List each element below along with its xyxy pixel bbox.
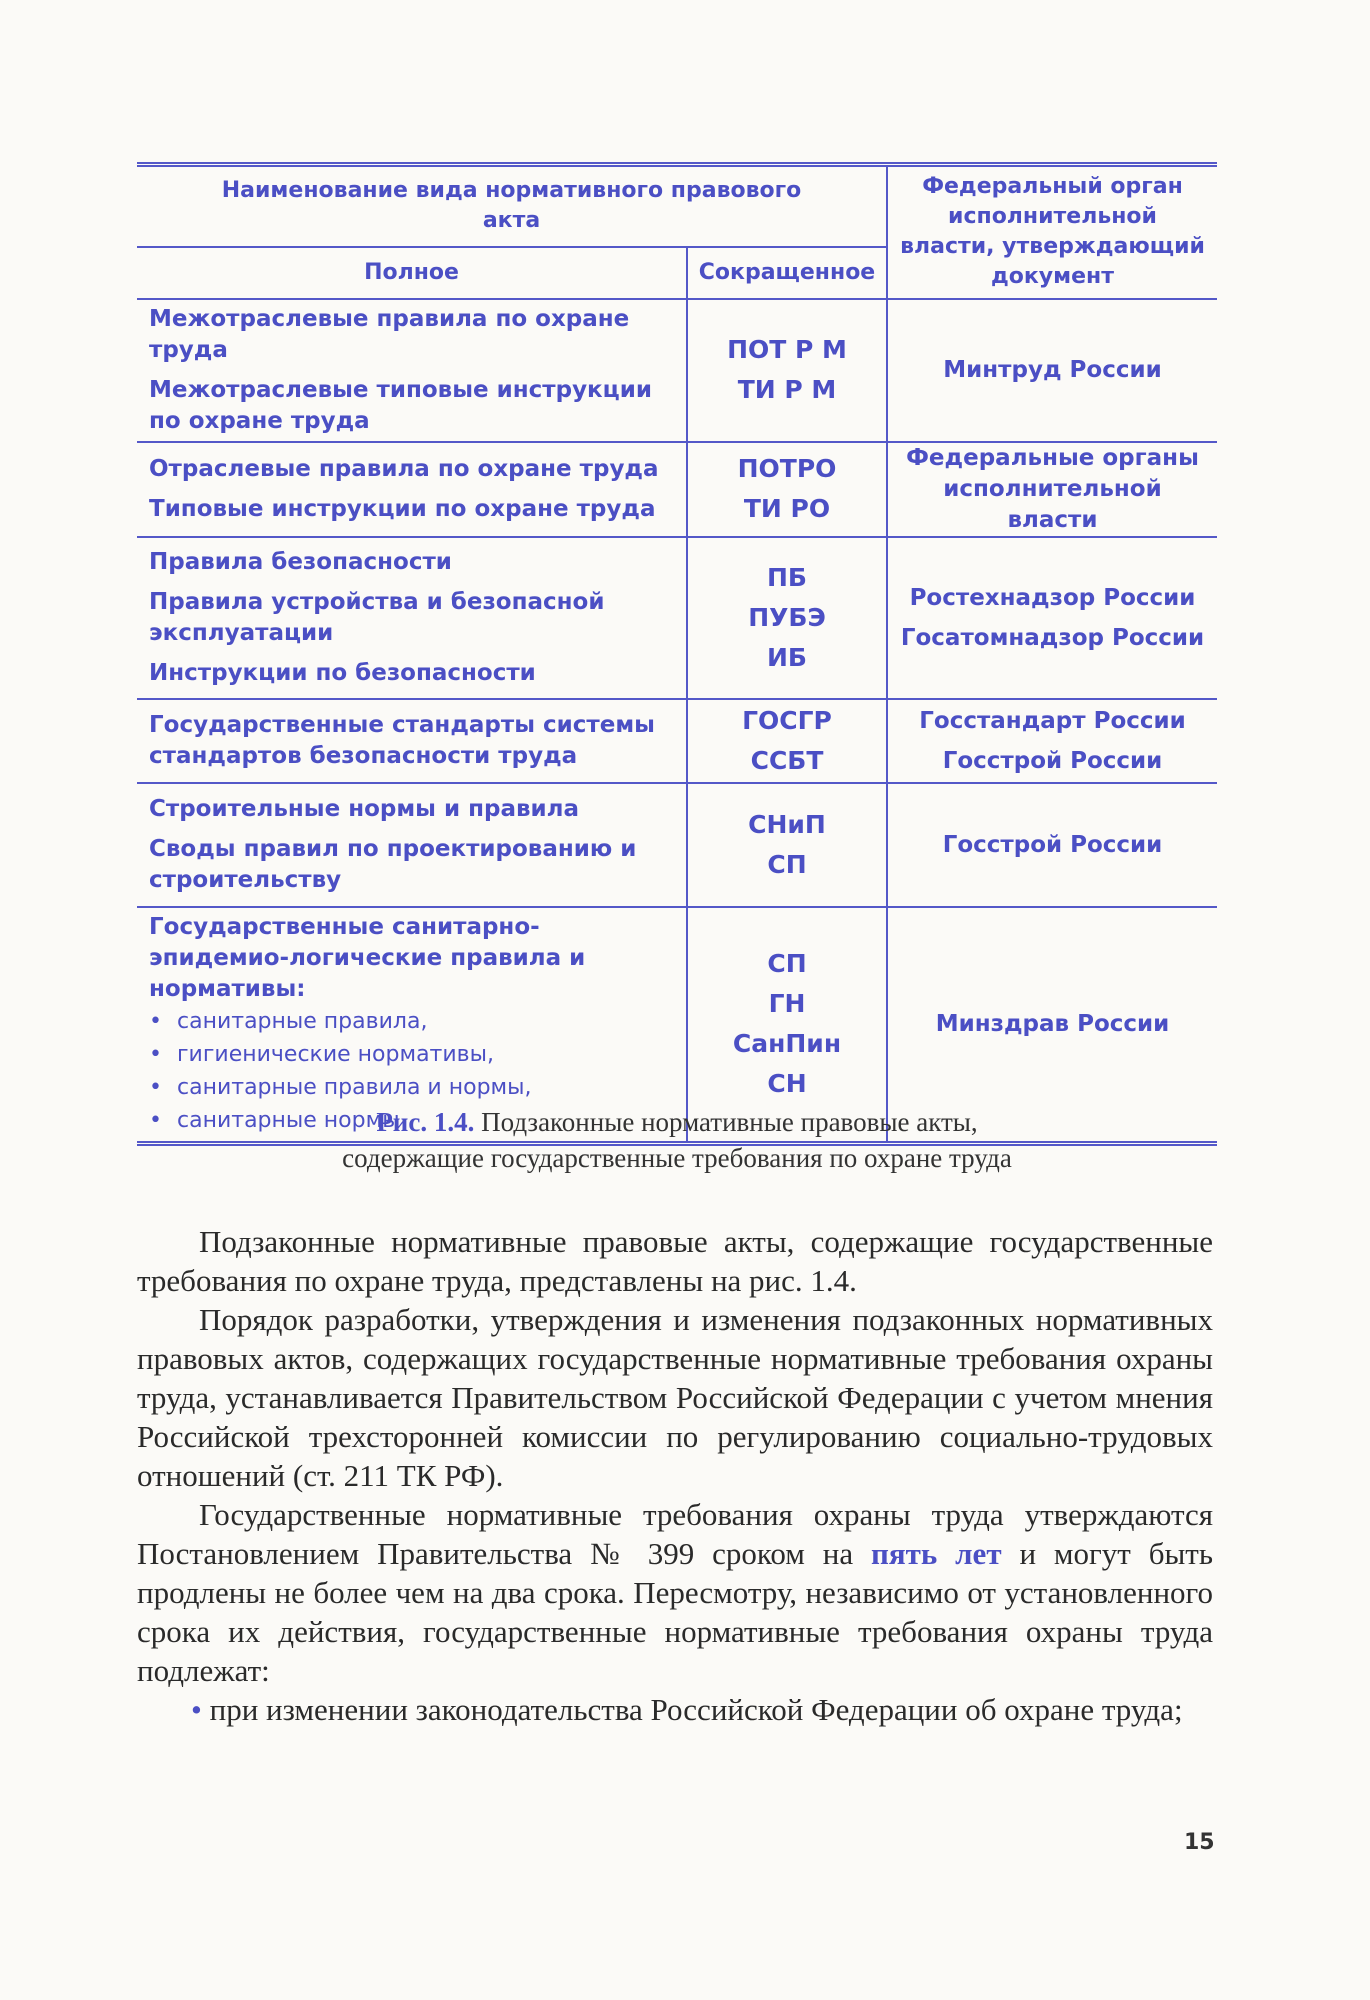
full-name: Своды правил по проектированию и строительству: [149, 835, 637, 893]
full-name: Государственные стандарты системы стандартов безопасности труда: [149, 711, 655, 769]
abbreviation: ПОТ Р М: [727, 335, 847, 364]
full-name: Правила устройства и безопасной эксплуатации: [149, 588, 605, 646]
organ: Госстандарт России: [919, 707, 1186, 734]
full-name: Правила безопасности: [149, 548, 452, 575]
full-name: Государственные санитарно-эпидемио-логические правила и нормативы:: [149, 913, 586, 1002]
table-row: [137, 442, 1217, 537]
organ: Ростехнадзор России: [909, 584, 1196, 611]
full-name: Инструкции по безопасности: [149, 659, 536, 686]
abbreviation: ГОСГР: [742, 705, 832, 735]
abbreviation: ГН: [768, 989, 806, 1018]
organ: Минздрав России: [935, 1011, 1170, 1037]
abbreviation: ССБТ: [750, 745, 824, 775]
abbreviation: СНиП: [748, 809, 826, 839]
page-number: 15: [1184, 1830, 1215, 1855]
abbreviation: ПУБЭ: [748, 602, 826, 632]
table-row: [137, 299, 1217, 442]
abbreviation: ИБ: [767, 642, 807, 672]
header-organ: Федеральный орган исполнительной власти, утверждающий документ: [900, 174, 1205, 290]
full-name: Межотраслевые правила по охране труда: [149, 305, 630, 363]
bullet-item: • санитарные правила и нормы,: [149, 1074, 532, 1100]
table-row: [137, 537, 1217, 699]
caption-line-2: содержащие государственные требования по охране труда: [342, 1143, 1012, 1173]
header-group-cell: [137, 165, 887, 247]
abbreviation: СанПин: [732, 1029, 842, 1058]
full-name: Отраслевые правила по охране труда: [149, 455, 659, 482]
list-item: • при изменении законодательства Российской Федерации об охране труда;: [191, 1692, 1183, 1727]
caption-line-1: Подзаконные нормативные правовые акты,: [481, 1107, 978, 1137]
bullet-item: • гигиенические нормативы,: [149, 1041, 495, 1067]
figure-label: Рис. 1.4.: [376, 1107, 475, 1137]
abbreviation: ТИ РО: [743, 494, 831, 523]
abbreviation: СП: [767, 949, 807, 978]
paragraph: Порядок разработки, утверждения и изменения подзаконных нормативных правовых актов, содержащих государственные нормативные требования охраны труда, устанавливается Правительством Российской Федерации с учетом мнения Российской трехсторонней комиссии по регулированию социально-трудовых отношений (ст. 211 ТК РФ).: [137, 1302, 1213, 1493]
figure-caption: [137, 1104, 1217, 1176]
abbreviation: СП: [767, 849, 807, 879]
highlight-term: пять лет: [871, 1536, 1002, 1571]
full-name: Строительные нормы и правила: [149, 795, 580, 822]
acts-table: [137, 162, 1217, 1146]
header-short: Сокращенное: [687, 247, 887, 299]
body-text: [137, 1222, 1213, 1729]
bullet-item: • санитарные правила,: [149, 1008, 428, 1034]
abbreviation: ПОТРО: [737, 454, 837, 483]
bullet-icon: •: [191, 1692, 202, 1727]
table-row: [137, 699, 1217, 783]
abbreviation: ПБ: [767, 562, 807, 592]
organ: Федеральные органы исполнительной власти: [906, 444, 1199, 533]
organ: Минтруд России: [943, 357, 1162, 383]
organ: Госатомнадзор России: [900, 624, 1205, 651]
header-full: Полное: [137, 247, 687, 299]
header-group: Наименование вида нормативного правового акта: [221, 178, 802, 234]
bullet-item: • санитарные нормы: [149, 1107, 400, 1133]
organ: Госстрой России: [942, 747, 1163, 774]
organ: Госстрой России: [942, 831, 1163, 858]
paragraph: Подзаконные нормативные правовые акты, содержащие государственные требования по охране труда, представлены на рис. 1.4.: [137, 1224, 1213, 1298]
abbreviation: СН: [767, 1069, 807, 1098]
abbreviation: ТИ Р М: [737, 375, 837, 404]
full-name: Межотраслевые типовые инструкции по охране труда: [149, 376, 652, 434]
table-row: [137, 783, 1217, 907]
full-name: Типовые инструкции по охране труда: [149, 495, 656, 522]
paragraph: Государственные нормативные требования охраны труда утверждаются Постановлением Правительства № 399 сроком на пять лет и могут быть продлены не более чем на два срока. Пересмотру, независимо от установленного срока их действия, государственные нормативные требования охраны труда подлежат:: [137, 1497, 1213, 1688]
header-organ-cell: [887, 165, 1217, 299]
